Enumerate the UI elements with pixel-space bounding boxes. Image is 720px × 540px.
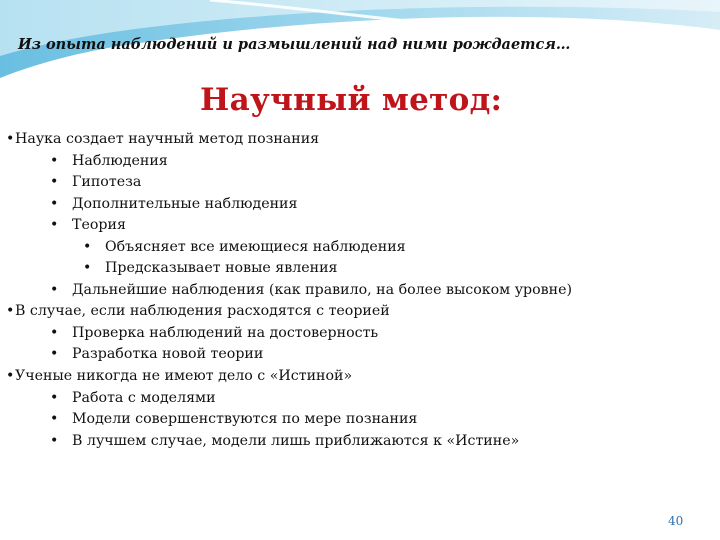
list-item	[6, 215, 706, 237]
page-number: 40	[668, 514, 684, 528]
list-item-text: Дальнейшие наблюдения (как правило, на более высоком уровне)	[72, 281, 573, 298]
list-item-text: Предсказывает новые явления	[105, 260, 338, 277]
bullet-icon: •	[50, 217, 59, 234]
list-item	[6, 388, 706, 410]
bullet-icon: •	[50, 432, 59, 449]
bullet-icon: •	[83, 238, 92, 255]
list-item	[6, 323, 706, 345]
bullet-icon: •	[50, 281, 59, 298]
list-item-text: Проверка наблюдений на достоверность	[72, 324, 379, 341]
bullet-list	[6, 129, 706, 452]
list-item-text: Дополнительные наблюдения	[72, 195, 298, 212]
bullet-icon: •	[6, 303, 15, 320]
list-item-text: В лучшем случае, модели лишь приближаются к «Истине»	[72, 432, 520, 449]
list-item	[6, 129, 706, 151]
list-item	[6, 194, 706, 216]
bullet-icon: •	[50, 411, 59, 428]
list-item	[6, 237, 706, 259]
list-item	[6, 172, 706, 194]
bullet-icon: •	[50, 346, 59, 363]
list-item	[6, 409, 706, 431]
bullet-icon: •	[50, 324, 59, 341]
list-item	[6, 151, 706, 173]
list-item-text: Модели совершенствуются по мере познания	[72, 411, 418, 428]
slide-title: Научный метод:	[200, 82, 503, 118]
bullet-icon: •	[50, 152, 59, 169]
bullet-icon: •	[6, 368, 15, 385]
list-item-text: Наука создает научный метод познания	[15, 131, 320, 147]
slide-header: Из опыта наблюдений и размышлений над ними рождается…	[18, 36, 571, 53]
list-item	[6, 366, 706, 388]
list-item-text: Объясняет все имеющиеся наблюдения	[105, 238, 406, 255]
list-item	[6, 301, 706, 323]
list-item-text: Разработка новой теории	[72, 346, 264, 363]
bullet-icon: •	[50, 174, 59, 191]
bullet-icon: •	[50, 389, 59, 406]
list-item-text: Гипотеза	[72, 174, 142, 191]
list-item	[6, 431, 706, 453]
list-item-text: Работа с моделями	[72, 389, 216, 406]
list-item-text: В случае, если наблюдения расходятся с теорией	[15, 303, 390, 320]
bullet-icon: •	[50, 195, 59, 212]
list-item-text: Наблюдения	[72, 152, 168, 169]
list-item	[6, 258, 706, 280]
list-item-text: Ученые никогда не имеют дело с «Истиной»	[15, 368, 353, 385]
bullet-icon: •	[83, 260, 92, 277]
list-item	[6, 280, 706, 302]
list-item-text: Теория	[72, 217, 126, 234]
bullet-icon: •	[6, 131, 15, 147]
list-item	[6, 344, 706, 366]
